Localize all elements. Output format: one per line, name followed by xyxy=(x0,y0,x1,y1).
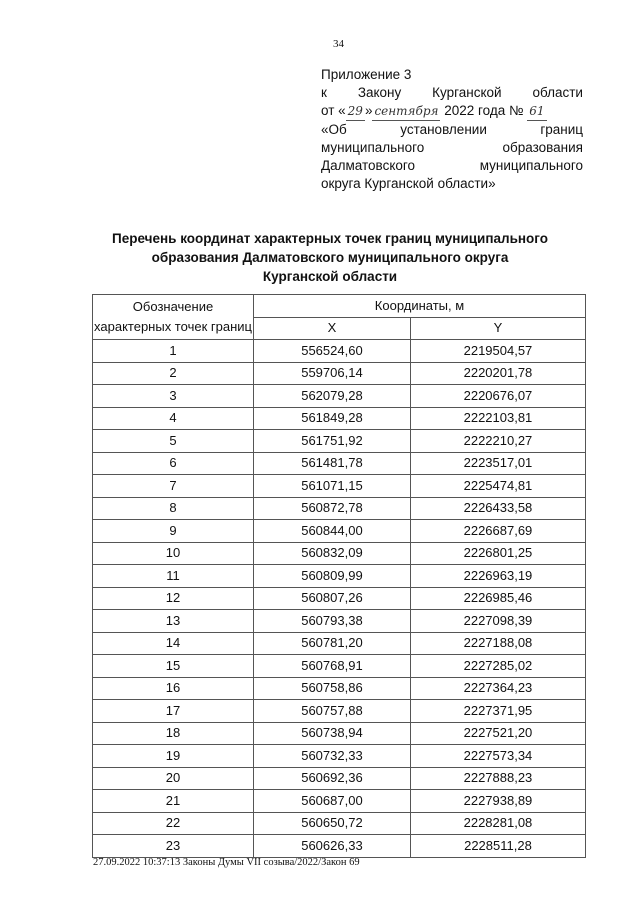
appendix-line-2 xyxy=(321,84,583,102)
table-row xyxy=(93,790,586,813)
point-number-cell: 19 xyxy=(93,745,254,768)
y-coordinate-cell: 2227188,08 xyxy=(410,632,585,655)
footer-stamp: 27.09.2022 10:37:13 Законы Думы VII созыва/2022/Закон 69 xyxy=(93,857,360,868)
table-row xyxy=(93,497,586,520)
point-number-cell: 8 xyxy=(93,497,254,520)
header-coordinates: Координаты, м xyxy=(254,295,586,318)
appendix-word: муниципального xyxy=(479,158,583,173)
y-coordinate-cell: 2222210,27 xyxy=(410,430,585,453)
appendix-line-7: округа Курганской области» xyxy=(321,176,496,191)
x-coordinate-cell: 556524,60 xyxy=(254,340,411,363)
table-row xyxy=(93,655,586,678)
x-coordinate-cell: 560687,00 xyxy=(254,790,411,813)
y-coordinate-cell: 2227371,95 xyxy=(410,700,585,723)
table-row xyxy=(93,767,586,790)
x-coordinate-cell: 560768,91 xyxy=(254,655,411,678)
appendix-line-5 xyxy=(321,139,583,157)
x-coordinate-cell: 560844,00 xyxy=(254,520,411,543)
x-coordinate-cell: 560809,99 xyxy=(254,565,411,588)
table-row xyxy=(93,542,586,565)
point-number-cell: 4 xyxy=(93,407,254,430)
table-row xyxy=(93,632,586,655)
point-number-cell: 15 xyxy=(93,655,254,678)
x-coordinate-cell: 560732,33 xyxy=(254,745,411,768)
table-row xyxy=(93,565,586,588)
table-row xyxy=(93,340,586,363)
y-coordinate-cell: 2226687,69 xyxy=(410,520,585,543)
point-number-cell: 6 xyxy=(93,452,254,475)
y-coordinate-cell: 2227364,23 xyxy=(410,677,585,700)
appendix-word: Закону xyxy=(357,85,402,100)
appendix-line-6 xyxy=(321,157,583,175)
appendix-word: муниципального xyxy=(321,140,425,155)
title-line-3: Курганской области xyxy=(262,269,398,284)
page-number: 34 xyxy=(333,38,344,50)
point-number-cell: 22 xyxy=(93,812,254,835)
x-coordinate-cell: 560832,09 xyxy=(254,542,411,565)
y-coordinate-cell: 2227888,23 xyxy=(410,767,585,790)
x-coordinate-cell: 560758,86 xyxy=(254,677,411,700)
header-x: X xyxy=(254,317,411,340)
appendix-date-line xyxy=(321,102,583,121)
y-coordinate-cell: 2227573,34 xyxy=(410,745,585,768)
y-coordinate-cell: 2222103,81 xyxy=(410,407,585,430)
table-row xyxy=(93,407,586,430)
table-row xyxy=(93,475,586,498)
y-coordinate-cell: 2226963,19 xyxy=(410,565,585,588)
y-coordinate-cell: 2227521,20 xyxy=(410,722,585,745)
table-row xyxy=(93,700,586,723)
point-number-cell: 5 xyxy=(93,430,254,453)
y-coordinate-cell: 2226801,25 xyxy=(410,542,585,565)
document-title xyxy=(100,229,560,286)
point-number-cell: 9 xyxy=(93,520,254,543)
date-prefix: от « xyxy=(321,103,346,118)
x-coordinate-cell: 559706,14 xyxy=(254,362,411,385)
appendix-word: «Об xyxy=(321,122,347,137)
appendix-word: области xyxy=(532,85,583,100)
y-coordinate-cell: 2227098,39 xyxy=(410,610,585,633)
title-line-2: образования Далматовского муниципального округа xyxy=(151,250,509,265)
appendix-word: границ xyxy=(540,122,583,137)
x-coordinate-cell: 562079,28 xyxy=(254,385,411,408)
appendix-word: образования xyxy=(502,140,583,155)
table-row xyxy=(93,430,586,453)
y-coordinate-cell: 2227938,89 xyxy=(410,790,585,813)
point-number-cell: 20 xyxy=(93,767,254,790)
table-row xyxy=(93,610,586,633)
y-coordinate-cell: 2223517,01 xyxy=(410,452,585,475)
table-row xyxy=(93,385,586,408)
table-row xyxy=(93,362,586,385)
appendix-title: Приложение 3 xyxy=(321,67,412,82)
coordinates-table xyxy=(92,294,586,858)
y-coordinate-cell: 2226985,46 xyxy=(410,587,585,610)
y-coordinate-cell: 2226433,58 xyxy=(410,497,585,520)
x-coordinate-cell: 560692,36 xyxy=(254,767,411,790)
x-coordinate-cell: 560793,38 xyxy=(254,610,411,633)
header-designation: Обозначение характерных точек границ xyxy=(93,295,254,340)
table-row xyxy=(93,677,586,700)
x-coordinate-cell: 560781,20 xyxy=(254,632,411,655)
table-row xyxy=(93,835,586,858)
y-coordinate-cell: 2225474,81 xyxy=(410,475,585,498)
appendix-word: к xyxy=(321,85,327,100)
point-number-cell: 1 xyxy=(93,340,254,363)
handwritten-law-number: 61 xyxy=(527,102,546,121)
date-suffix: 2022 года № xyxy=(440,103,528,118)
handwritten-month: сентября xyxy=(372,102,440,121)
title-line-1: Перечень координат характерных точек границ муниципального xyxy=(112,231,548,246)
x-coordinate-cell: 560738,94 xyxy=(254,722,411,745)
x-coordinate-cell: 561071,15 xyxy=(254,475,411,498)
point-number-cell: 17 xyxy=(93,700,254,723)
x-coordinate-cell: 561481,78 xyxy=(254,452,411,475)
date-mid: » xyxy=(364,103,373,118)
y-coordinate-cell: 2220676,07 xyxy=(410,385,585,408)
x-coordinate-cell: 560626,33 xyxy=(254,835,411,858)
table-row xyxy=(93,745,586,768)
appendix-word: Далматовского xyxy=(321,158,416,173)
table-row xyxy=(93,587,586,610)
table-row xyxy=(93,520,586,543)
x-coordinate-cell: 561751,92 xyxy=(254,430,411,453)
point-number-cell: 10 xyxy=(93,542,254,565)
table-body xyxy=(93,340,586,858)
y-coordinate-cell: 2220201,78 xyxy=(410,362,585,385)
handwritten-day: 29 xyxy=(346,102,365,121)
x-coordinate-cell: 560807,26 xyxy=(254,587,411,610)
y-coordinate-cell: 2228281,08 xyxy=(410,812,585,835)
point-number-cell: 16 xyxy=(93,677,254,700)
appendix-word: Курганской xyxy=(432,85,502,100)
point-number-cell: 23 xyxy=(93,835,254,858)
point-number-cell: 11 xyxy=(93,565,254,588)
point-number-cell: 3 xyxy=(93,385,254,408)
point-number-cell: 14 xyxy=(93,632,254,655)
table-row xyxy=(93,812,586,835)
appendix-header xyxy=(321,66,583,193)
table-row xyxy=(93,722,586,745)
y-coordinate-cell: 2227285,02 xyxy=(410,655,585,678)
point-number-cell: 12 xyxy=(93,587,254,610)
y-coordinate-cell: 2228511,28 xyxy=(410,835,585,858)
x-coordinate-cell: 560757,88 xyxy=(254,700,411,723)
x-coordinate-cell: 560650,72 xyxy=(254,812,411,835)
x-coordinate-cell: 560872,78 xyxy=(254,497,411,520)
point-number-cell: 7 xyxy=(93,475,254,498)
table-row xyxy=(93,452,586,475)
point-number-cell: 21 xyxy=(93,790,254,813)
appendix-line-4 xyxy=(321,121,583,139)
point-number-cell: 18 xyxy=(93,722,254,745)
point-number-cell: 2 xyxy=(93,362,254,385)
point-number-cell: 13 xyxy=(93,610,254,633)
appendix-word: установлении xyxy=(400,122,487,137)
y-coordinate-cell: 2219504,57 xyxy=(410,340,585,363)
x-coordinate-cell: 561849,28 xyxy=(254,407,411,430)
header-y: Y xyxy=(410,317,585,340)
